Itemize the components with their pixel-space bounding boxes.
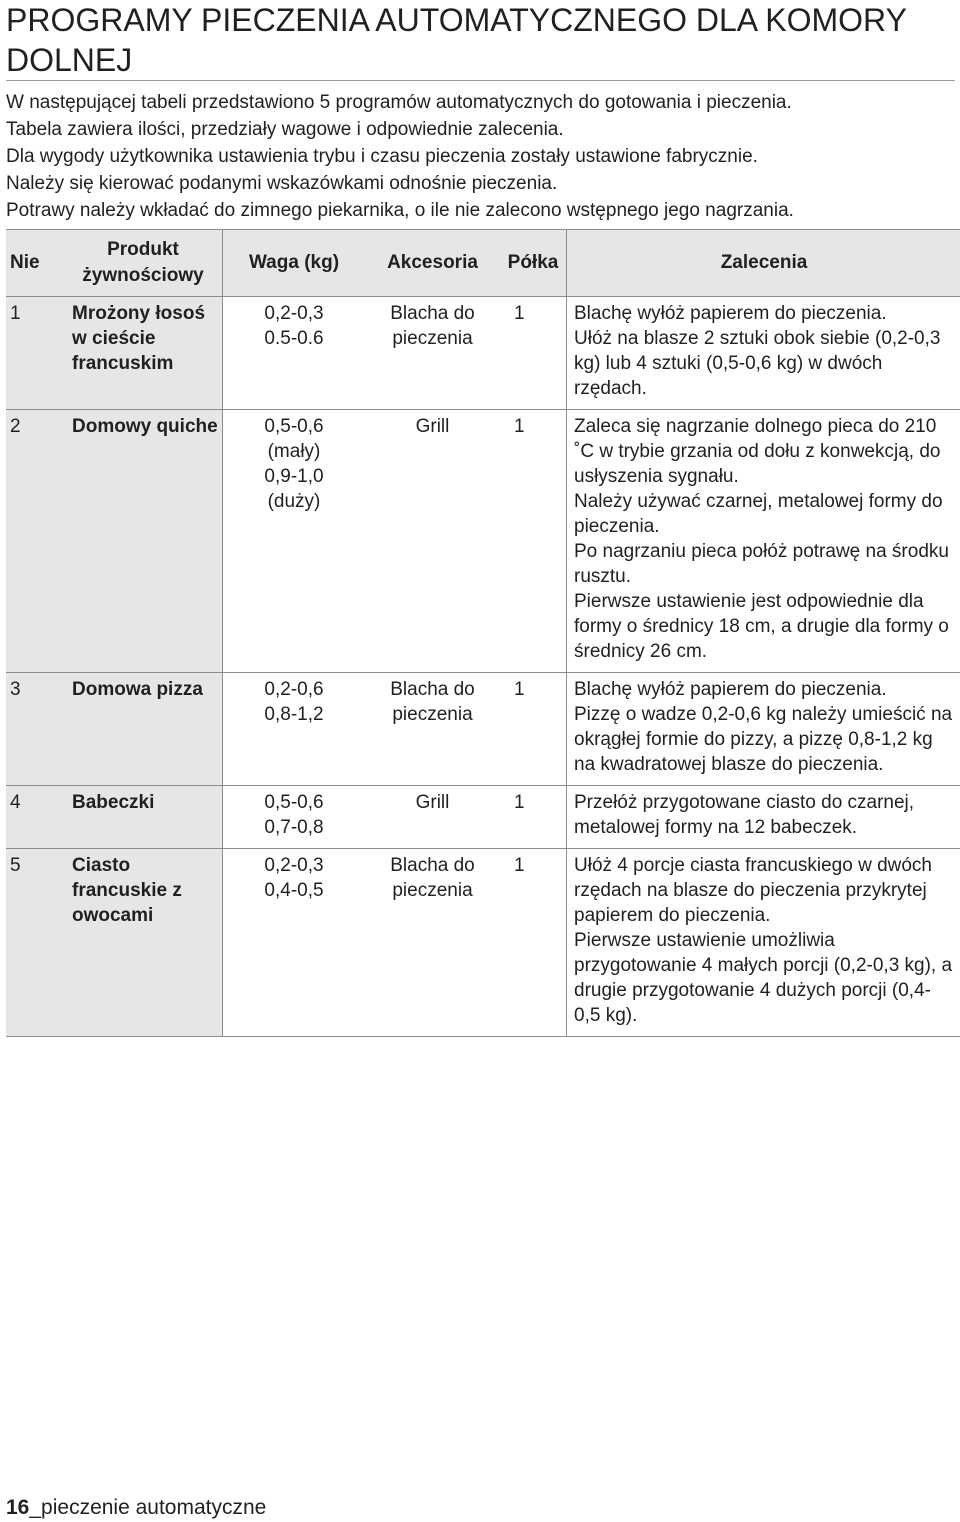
cell-number: 4 xyxy=(6,786,64,849)
cell-recommendations xyxy=(567,786,960,849)
cell-shelf: 1 xyxy=(500,297,567,410)
weight-value: 0,5-0,6 xyxy=(264,416,324,437)
table-row xyxy=(6,786,960,849)
header-produkt: Produkt żywnościowy xyxy=(64,230,223,297)
header-waga: Waga (kg) xyxy=(223,230,366,297)
cell-weight xyxy=(223,410,366,673)
intro-line: Dla wygody użytkownika ustawienia trybu i czasu pieczenia zostały ustawione fabrycznie. xyxy=(6,146,758,167)
cell-shelf: 1 xyxy=(500,410,567,673)
cell-recommendations xyxy=(567,297,960,410)
weight-value: 0,7-0,8 xyxy=(264,817,324,838)
cell-shelf: 1 xyxy=(500,673,567,786)
cell-accessory: Blacha do pieczenia xyxy=(365,673,500,786)
weight-value: 0,9-1,0 xyxy=(264,466,324,487)
weight-value: 0.5-0.6 xyxy=(264,328,324,349)
cell-accessory: Blacha do pieczenia xyxy=(365,297,500,410)
intro-line: W następującej tabeli przedstawiono 5 programów automatycznych do gotowania i pieczenia. xyxy=(6,92,792,113)
weight-value: (duży) xyxy=(267,491,321,512)
recommendation-text: Pizzę o wadze 0,2-0,6 kg należy umieścić na okrągłej formie do pizzy, a pizzę 0,8-1,2 kg na kwadratowej blasze do pieczenia. xyxy=(574,704,953,775)
weight-value: 0,5-0,6 xyxy=(264,792,324,813)
cell-number: 3 xyxy=(6,673,64,786)
recommendation-text: Ułóż na blasze 2 sztuki obok siebie (0,2-0,3 kg) lub 4 sztuki (0,5-0,6 kg) w dwóch rzędach. xyxy=(574,328,941,399)
table-header-row xyxy=(6,230,960,297)
table-row xyxy=(6,849,960,1037)
recommendation-text: Ułóż 4 porcje ciasta francuskiego w dwóch rzędach na blasze do pieczenia przykrytej papierem do pieczenia. xyxy=(574,855,933,926)
title-divider xyxy=(6,80,955,81)
intro-line: Tabela zawiera ilości, przedziały wagowe i odpowiednie zalecenia. xyxy=(6,119,564,140)
recommendation-text: Blachę wyłóż papierem do pieczenia. xyxy=(574,679,887,700)
cell-product: Babeczki xyxy=(64,786,223,849)
intro-line: Potrawy należy wkładać do zimnego piekarnika, o ile nie zalecono wstępnego jego nagrzania. xyxy=(6,200,794,221)
weight-value: 0,4-0,5 xyxy=(264,880,324,901)
cell-product: Domowy quiche xyxy=(64,410,223,673)
page-footer xyxy=(6,1494,266,1522)
programs-table xyxy=(6,229,960,1037)
cell-shelf: 1 xyxy=(500,849,567,1037)
cell-weight xyxy=(223,297,366,410)
cell-weight xyxy=(223,786,366,849)
page-number: 16 xyxy=(6,1496,30,1519)
cell-product: Domowa pizza xyxy=(64,673,223,786)
header-nie: Nie xyxy=(6,230,64,297)
recommendation-text: Pierwsze ustawienie umożliwia przygotowanie 4 małych porcji (0,2-0,3 kg), a drugie przygotowanie 4 dużych porcji (0,4-0,5 kg). xyxy=(574,930,953,1026)
cell-accessory: Grill xyxy=(365,410,500,673)
recommendation-text: Blachę wyłóż papierem do pieczenia. xyxy=(574,303,887,324)
header-polka: Półka xyxy=(500,230,567,297)
page-title: PROGRAMY PIECZENIA AUTOMATYCZNEGO DLA KOMORY DOLNEJ xyxy=(6,2,907,78)
recommendation-text: Przełóż przygotowane ciasto do czarnej, metalowej formy na 12 babeczek. xyxy=(574,792,915,838)
weight-value: 0,2-0,6 xyxy=(264,679,324,700)
weight-value: 0,2-0,3 xyxy=(264,303,324,324)
cell-recommendations xyxy=(567,410,960,673)
header-akcesoria: Akcesoria xyxy=(365,230,500,297)
footer-section: _pieczenie automatyczne xyxy=(29,1496,267,1519)
recommendation-text: Zaleca się nagrzanie dolnego pieca do 210 ˚C w trybie grzania od dołu z konwekcją, do usłyszenia sygnału. xyxy=(574,416,941,487)
cell-product: Ciasto francuskie z owocami xyxy=(64,849,223,1037)
weight-value: (mały) xyxy=(267,441,321,462)
cell-accessory: Grill xyxy=(365,786,500,849)
table-row xyxy=(6,410,960,673)
cell-weight xyxy=(223,673,366,786)
cell-number: 5 xyxy=(6,849,64,1037)
intro-line: Należy się kierować podanymi wskazówkami odnośnie pieczenia. xyxy=(6,173,558,194)
cell-number: 1 xyxy=(6,297,64,410)
table-row xyxy=(6,673,960,786)
cell-product: Mrożony łosoś w cieście francuskim xyxy=(64,297,223,410)
recommendation-text: Należy używać czarnej, metalowej formy do pieczenia. xyxy=(574,491,943,537)
recommendation-text: Po nagrzaniu pieca połóż potrawę na środku rusztu. xyxy=(574,541,949,587)
cell-number: 2 xyxy=(6,410,64,673)
cell-accessory: Blacha do pieczenia xyxy=(365,849,500,1037)
weight-value: 0,8-1,2 xyxy=(264,704,324,725)
weight-value: 0,2-0,3 xyxy=(264,855,324,876)
cell-recommendations xyxy=(567,673,960,786)
cell-weight xyxy=(223,849,366,1037)
cell-shelf: 1 xyxy=(500,786,567,849)
header-zalecenia: Zalecenia xyxy=(567,230,960,297)
recommendation-text: Pierwsze ustawienie jest odpowiednie dla formy o średnicy 18 cm, a drugie dla formy o średnicy 26 cm. xyxy=(574,591,949,662)
cell-recommendations xyxy=(567,849,960,1037)
table-row xyxy=(6,297,960,410)
intro-text xyxy=(6,89,956,224)
